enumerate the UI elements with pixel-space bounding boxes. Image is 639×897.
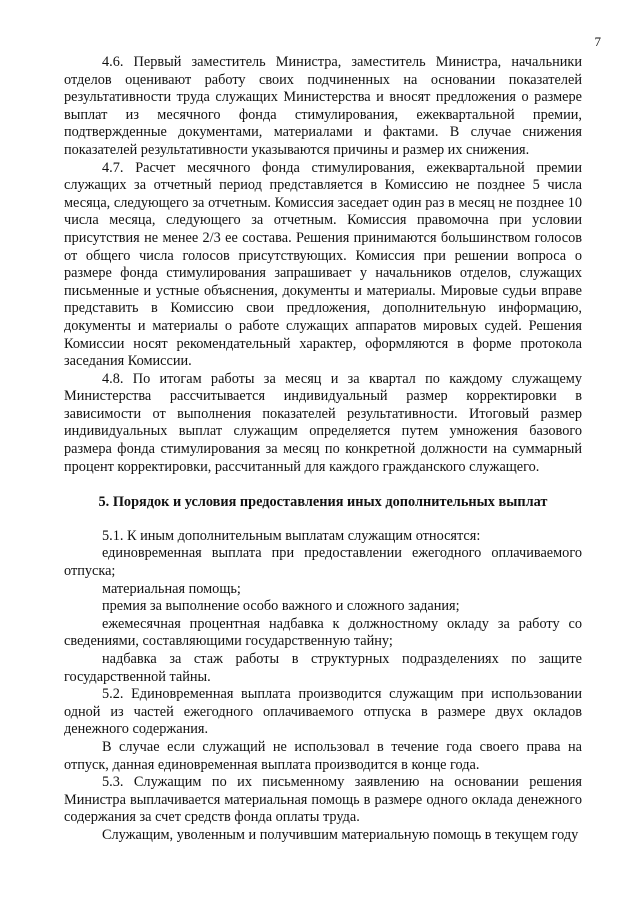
list-item-special-task-bonus: премия за выполнение особо важного и сложного задания;	[102, 598, 460, 615]
document-body	[64, 54, 582, 845]
section-5-heading: 5. Порядок и условия предоставления иных дополнительных выплат	[98, 494, 548, 511]
paragraph-5-2: 5.2. Единовременная выплата производится служащим при использовании одной из частей ежегодного оплачиваемого отпуска в размере двух окладов денежного содержания.	[64, 686, 582, 738]
list-item-secret-service-seniority: надбавка за стаж работы в структурных подразделениях по защите государственной тайны.	[64, 651, 582, 685]
list-item-vacation-payment: единовременная выплата при предоставлении ежегодного оплачиваемого отпуска;	[64, 545, 582, 580]
page-number: 7	[594, 34, 601, 49]
paragraph-5-3: 5.3. Служащим по их письменному заявлению на основании решения Министра выплачивается материальная помощь в размере одного оклада денежного содержания за счет средств фонда оплаты труда.	[64, 774, 582, 826]
paragraph-5-1: 5.1. К иным дополнительным выплатам служащим относятся:	[102, 527, 481, 544]
list-item-state-secret-allowance: ежемесячная процентная надбавка к должностному окладу за работу со сведениями, составляющими государственную тайну;	[64, 615, 582, 650]
paragraph-5-3-continued: Служащим, уволенным и получившим материальную помощь в текущем году	[102, 826, 579, 843]
paragraph-4-6: 4.6. Первый заместитель Министра, заместитель Министра, начальники отделов оценивают работу своих подчиненных на основании показателей результативности труда служащих Министерства и вносят предложения о размере выплат из месячного фонда стимулирования, ежеквартальной премии, подтвержденные документами, материалами и фактами. В случае снижения показателей результативности указываются причины и размер их снижения.	[64, 54, 582, 158]
paragraph-5-2-continued: В случае если служащий не использовал в течение года своего права на отпуск, данная единовременная выплата производится в конце года.	[64, 738, 582, 773]
paragraph-4-7: 4.7. Расчет месячного фонда стимулирования, ежеквартальной премии служащих за отчетный период представляется в Комиссию не позднее 5 числа месяца, следующего за отчетным. Комиссия заседает один раз в месяц не позднее 10 числа месяца, следующего за отчетным. Комиссия правомочна при условии присутствия не менее 2/3 ее состава. Решения принимаются большинством голосов от общего числа голосов присутствующих. Комиссия при решении вопроса о размере фонда стимулирования запрашивает у начальников отделов, служащих письменные и устные объяснения, документы и материалы. Мировые судьи вправе представить в Комиссию свои предложения, дополнительную информацию, документы и материалы о работе служащих аппаратов мировых судей. Решения Комиссии носят рекомендательный характер, оформляются в форме протокола заседания Комиссии.	[64, 159, 582, 370]
list-item-material-aid: материальная помощь;	[102, 580, 241, 597]
paragraph-4-8: 4.8. По итогам работы за месяц и за квартал по каждому служащему Министерства рассчитывается индивидуальный размер корректировки в зависимости от выполнения показателей результативности. Итоговый размер индивидуальных выплат служащим определяется путем умножения базового размера фонда стимулирования за месяц по конкретной должности на суммарный процент корректировки, рассчитанный для каждого гражданского служащего.	[64, 370, 582, 475]
